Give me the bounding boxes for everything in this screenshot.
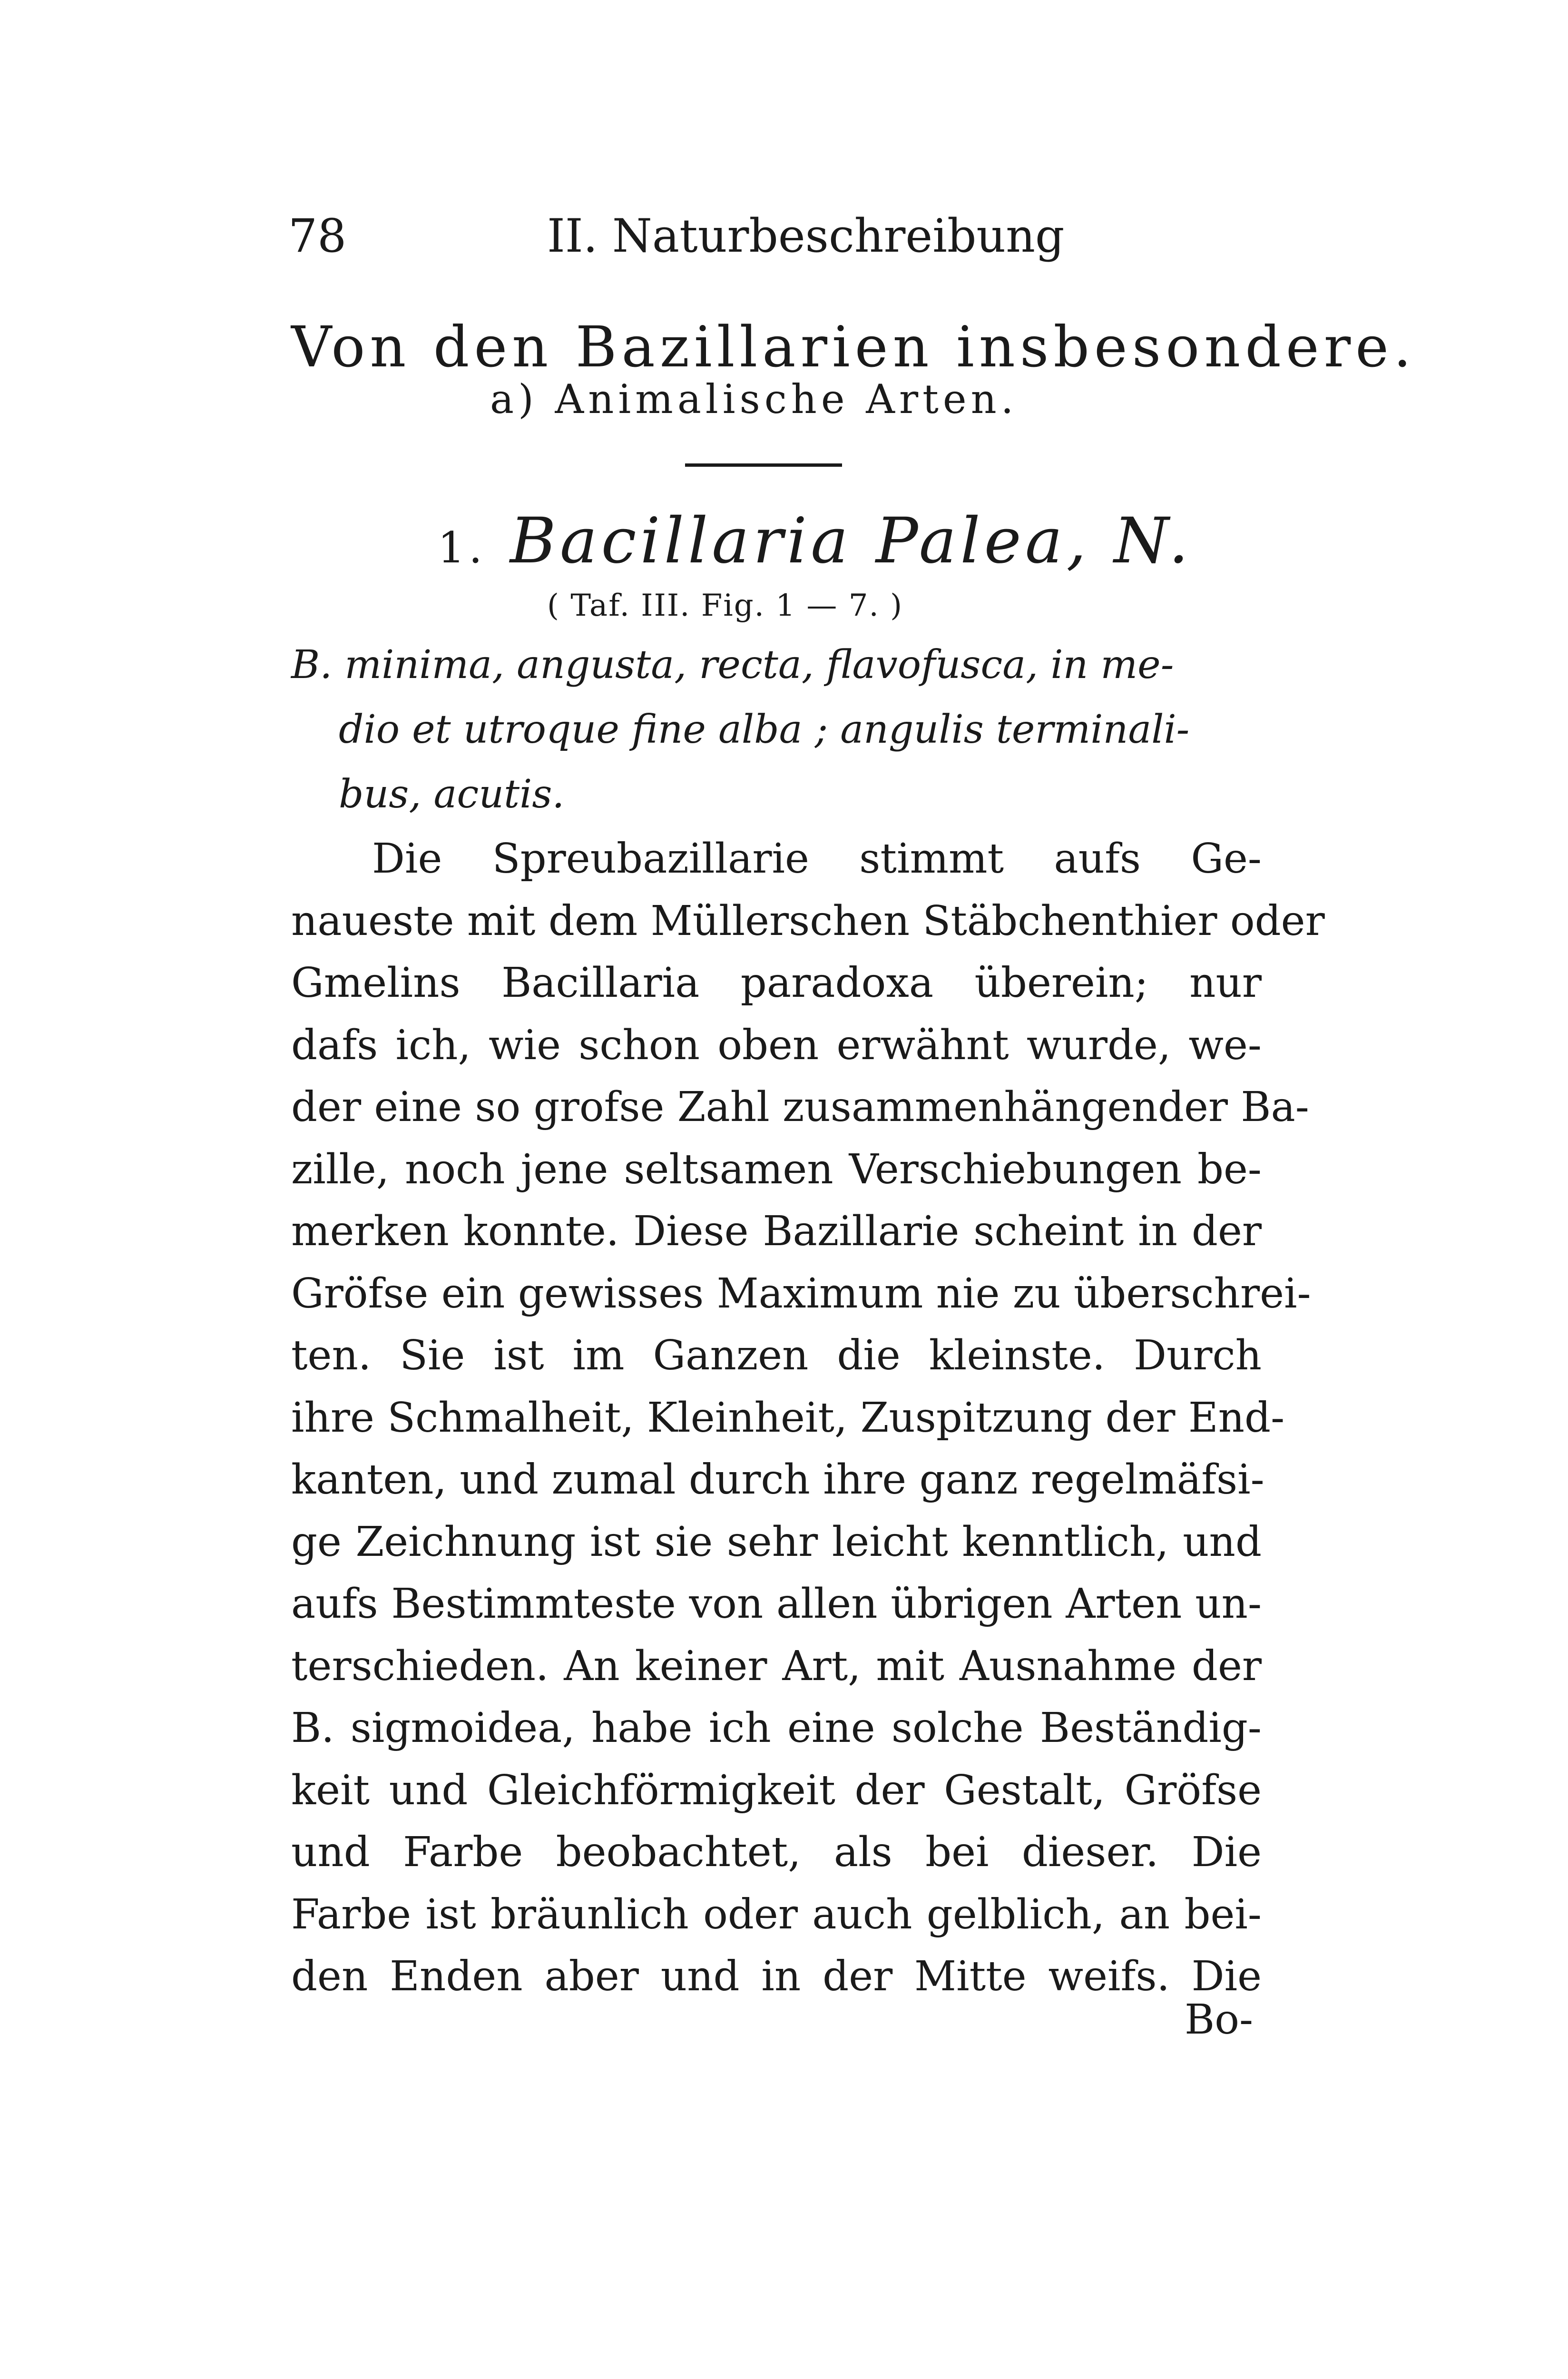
body-line: kanten, und zumal durch ihre ganz regelmäfsi- bbox=[291, 1456, 1264, 1504]
figure-reference: ( Taf. III. Fig. 1 — 7. ) bbox=[547, 588, 903, 623]
divider-rule bbox=[685, 463, 842, 467]
body-line: aufs Bestimmteste von allen übrigen Arten un- bbox=[291, 1580, 1262, 1628]
body-line: ge Zeichnung ist sie sehr leicht kenntlich, und bbox=[291, 1518, 1262, 1566]
body-line: dafs ich, wie schon oben erwähnt wurde, we- bbox=[291, 1021, 1262, 1069]
diagnosis-line: B. minima, angusta, recta, flavofusca, in me- bbox=[291, 642, 1174, 688]
diagnosis-line: dio et utroque fine alba ; angulis terminali- bbox=[339, 707, 1190, 752]
body-line: ihre Schmalheit, Kleinheit, Zuspitzung der End- bbox=[291, 1394, 1285, 1442]
body-line: und Farbe beobachtet, als bei dieser. Die bbox=[291, 1828, 1262, 1876]
body-line: den Enden aber und in der Mitte weifs. Die bbox=[291, 1953, 1262, 2000]
page-number: 78 bbox=[288, 209, 347, 263]
section-title: Von den Bazillarien insbesondere. bbox=[291, 314, 1416, 380]
catchword: Bo- bbox=[1185, 1996, 1254, 2044]
body-line: Die Spreubazillarie stimmt aufs Ge- bbox=[372, 835, 1262, 883]
species-name: Bacillaria Palea, N. bbox=[510, 504, 1193, 578]
body-line: B. sigmoidea, habe ich eine solche Beständig- bbox=[291, 1704, 1262, 1752]
body-line: Farbe ist bräunlich oder auch gelblich, an bei- bbox=[291, 1890, 1262, 1938]
body-line: zille, noch jene seltsamen Verschiebungen be- bbox=[291, 1145, 1262, 1193]
body-line: Gmelins Bacillaria paradoxa überein; nur bbox=[291, 959, 1262, 1007]
diagnosis-line: bus, acutis. bbox=[339, 772, 565, 817]
species-number: 1. bbox=[438, 523, 486, 573]
body-line: Gröfse ein gewisses Maximum nie zu überschrei- bbox=[291, 1269, 1311, 1317]
body-line: naueste mit dem Müllerschen Stäbchenthier oder bbox=[291, 897, 1325, 945]
body-line: keit und Gleichförmigkeit der Gestalt, Gröfse bbox=[291, 1766, 1262, 1814]
body-line: terschieden. An keiner Art, mit Ausnahme der bbox=[291, 1642, 1262, 1690]
section-subtitle: a) Animalische Arten. bbox=[490, 376, 1018, 423]
body-paragraph bbox=[291, 828, 1325, 2008]
body-line: merken konnte. Diese Bazillarie scheint in der bbox=[291, 1208, 1262, 1255]
body-line: der eine so grofse Zahl zusammenhängender Ba- bbox=[291, 1083, 1309, 1131]
species-heading bbox=[438, 504, 1192, 578]
body-line: ten. Sie ist im Ganzen die kleinste. Durch bbox=[291, 1332, 1262, 1379]
running-head: II. Naturbeschreibung bbox=[547, 209, 1065, 263]
species-diagnosis bbox=[291, 633, 1262, 827]
